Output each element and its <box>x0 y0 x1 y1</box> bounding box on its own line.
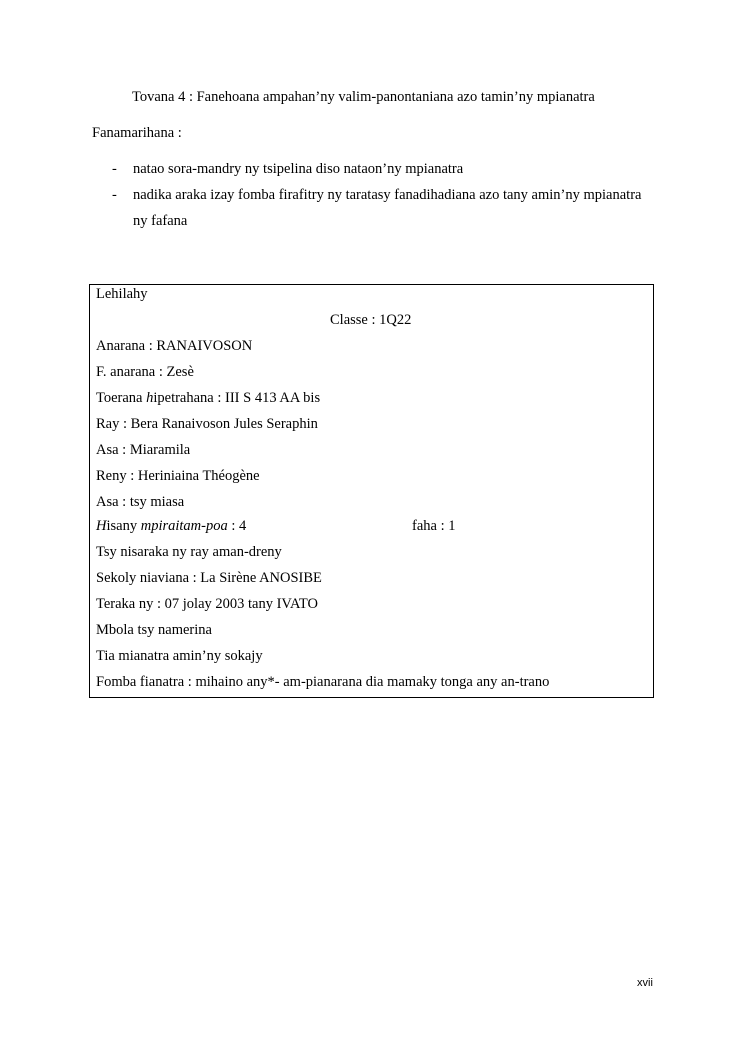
note-item: nadika araka izay fomba firafitry ny taratasy fanadihadiana azo tany amin’ny mpianatra <box>133 187 642 203</box>
record-father: Ray : Bera Ranaivoson Jules Seraphin <box>96 416 318 432</box>
note-item: natao sora-mandry ny tsipelina diso nataon’ny mpianatra <box>133 161 464 177</box>
address-post: ipetrahana : III S 413 AA bis <box>153 390 321 406</box>
bullet-dash: - <box>112 161 117 177</box>
address-italic: h <box>146 390 154 406</box>
record-mother: Reny : Heriniaina Théogène <box>96 468 260 484</box>
record-surname: Anarana : RANAIVOSON <box>96 338 253 354</box>
record-rank: faha : 1 <box>412 518 456 534</box>
record-parents-status: Tsy nisaraka ny ray aman-dreny <box>96 544 282 560</box>
record-method: Fomba fianatra : mihaino any*- am-pianarana dia mamaky tonga any an-trano <box>96 674 550 690</box>
note-item-continuation: ny fafana <box>133 213 188 229</box>
siblings-mid: isany <box>106 518 141 534</box>
record-birth: Teraka ny : 07 jolay 2003 tany IVATO <box>96 596 318 612</box>
siblings-italic-h: H <box>96 518 107 534</box>
record-classe: Classe : 1Q22 <box>330 312 412 328</box>
record-father-job: Asa : Miaramila <box>96 442 191 458</box>
record-gender: Lehilahy <box>96 286 148 302</box>
page-number: xvii <box>637 977 653 989</box>
student-record-box <box>89 284 654 698</box>
record-mother-job: Asa : tsy miasa <box>96 494 185 510</box>
record-school: Sekoly niaviana : La Sirène ANOSIBE <box>96 570 322 586</box>
siblings-value: : 4 <box>227 518 247 534</box>
record-repeat: Mbola tsy namerina <box>96 622 212 638</box>
table-caption: Tovana 4 : Fanehoana ampahan’ny valim-panontaniana azo tamin’ny mpianatra <box>132 89 595 105</box>
record-siblings <box>96 518 246 535</box>
bullet-dash: - <box>112 187 117 203</box>
record-address <box>96 390 320 407</box>
notes-label: Fanamarihana : <box>92 125 182 141</box>
siblings-italic-term: mpiraitam-poa <box>140 518 228 534</box>
record-likes: Tia mianatra amin’ny sokajy <box>96 648 263 664</box>
address-pre: Toerana <box>96 390 147 406</box>
record-firstname: F. anarana : Zesè <box>96 364 194 380</box>
